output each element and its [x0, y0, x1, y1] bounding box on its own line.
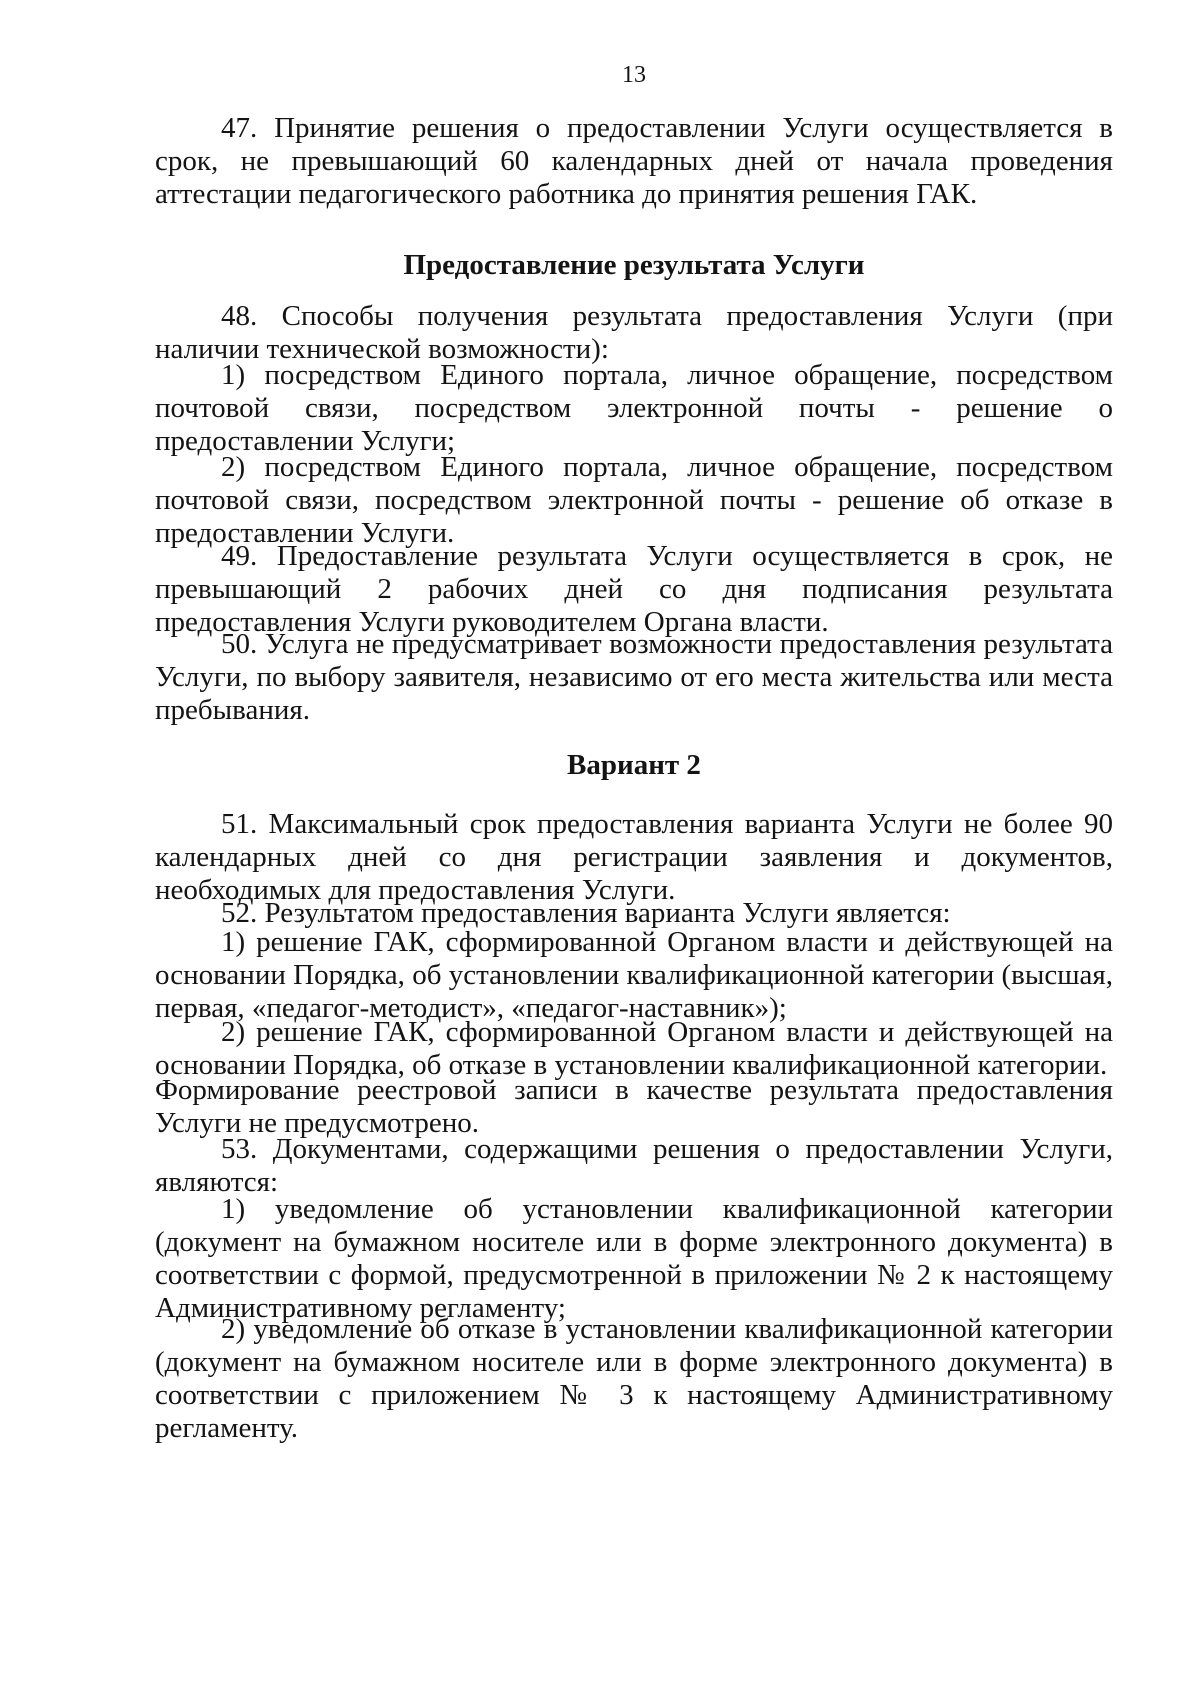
paragraph-51: 51. Максимальный срок предоставления варианта Услуги не более 90 календарных дней со дня регистрации заявления и документов, необходимых для предоставления Услуги.: [155, 808, 1113, 906]
paragraph-53: 53. Документами, содержащими решения о предоставлении Услуги, являются:: [155, 1133, 1113, 1198]
section-heading-result: Предоставление результата Услуги: [403, 249, 865, 281]
paragraph-53-item-1: 1) уведомление об установлении квалификационной категории (документ на бумажном носителе или в форме электронного документа) в соответствии с формой, предусмотренной в приложении № 2 к настоящему Административному регламенту;: [155, 1193, 1113, 1324]
paragraph-52: 52. Результатом предоставления варианта Услуги является:: [221, 897, 951, 929]
paragraph-52-item-1: 1) решение ГАК, сформированной Органом власти и действующей на основании Порядка, об установлении квалификационной категории (высшая, первая, «педагог-методист», «педагог-наставник»);: [155, 926, 1113, 1024]
paragraph-48: 48. Способы получения результата предоставления Услуги (при наличии технической возможности):: [155, 300, 1113, 365]
paragraph-47: 47. Принятие решения о предоставлении Услуги осуществляется в срок, не превышающий 60 календарных дней от начала проведения аттестации педагогического работника до принятия решения ГАК.: [155, 112, 1113, 210]
section-heading-variant-2: Вариант 2: [567, 749, 701, 781]
paragraph-52-note: Формирование реестровой записи в качестве результата предоставления Услуги не предусмотрено.: [155, 1074, 1113, 1139]
paragraph-53-item-2: 2) уведомление об отказе в установлении квалификационной категории (документ на бумажном носителе или в форме электронного документа) в соответствии с приложением № 3 к настоящему Административному регламенту.: [155, 1313, 1113, 1444]
page-number: 13: [622, 62, 646, 88]
paragraph-48-item-2: 2) посредством Единого портала, личное обращение, посредством почтовой связи, посредством электронной почты - решение об отказе в предоставлении Услуги.: [155, 451, 1113, 549]
paragraph-48-item-1: 1) посредством Единого портала, личное обращение, посредством почтовой связи, посредством электронной почты - решение о предоставлении Услуги;: [155, 359, 1113, 457]
paragraph-49: 49. Предоставление результата Услуги осуществляется в срок, не превышающий 2 рабочих дней со дня подписания результата предоставления Услуги руководителем Органа власти.: [155, 540, 1113, 638]
paragraph-50: 50. Услуга не предусматривает возможности предоставления результата Услуги, по выбору заявителя, независимо от его места жительства или места пребывания.: [155, 628, 1113, 726]
paragraph-52-item-2: 2) решение ГАК, сформированной Органом власти и действующей на основании Порядка, об отказе в установлении квалификационной категории.: [155, 1016, 1113, 1081]
